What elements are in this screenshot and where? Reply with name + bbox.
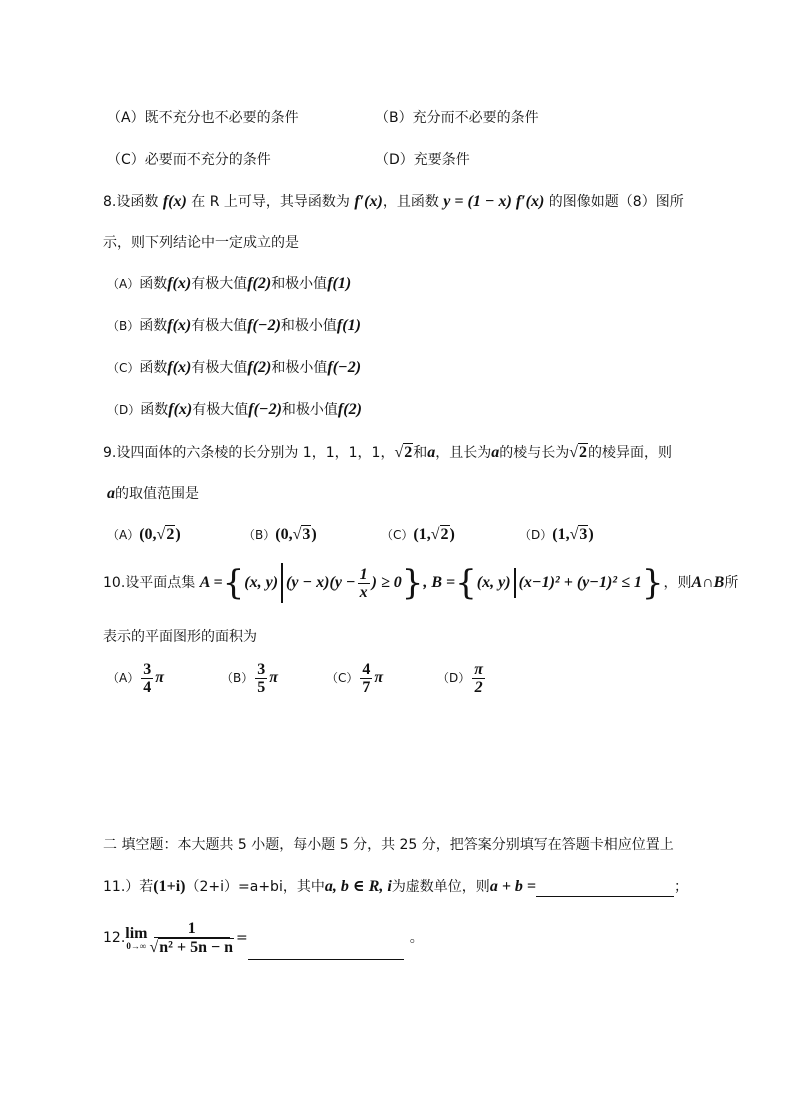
brace-close: } <box>641 563 664 603</box>
q7-option-b: （B）充分而不必要的条件 <box>375 110 539 126</box>
option-math: (1, <box>413 526 431 543</box>
q8-fx: f(x) <box>162 193 187 210</box>
option-label: （C） <box>381 528 414 542</box>
q10-option-d <box>437 658 487 698</box>
intersection: A∩B <box>691 574 725 591</box>
sqrt-symbol: √ <box>569 444 578 461</box>
q9-a: a <box>491 444 500 461</box>
brace-open: { <box>455 563 477 603</box>
brace-open: { <box>222 563 245 603</box>
pi-symbol: π <box>374 669 384 686</box>
option-radicand: 2 <box>440 526 449 543</box>
sqrt-symbol: √ <box>156 526 166 543</box>
option-math: f(−2) <box>248 401 282 418</box>
option-math: f(x) <box>167 317 192 334</box>
q12-end: 。 <box>409 930 424 946</box>
option-text: 和极小值 <box>280 318 337 334</box>
option-text: 函数 <box>140 402 169 418</box>
option-math: f(2) <box>247 359 272 376</box>
q9-a: a <box>107 485 115 502</box>
fraction-one-over-x <box>358 566 370 601</box>
q10-option-c <box>326 658 383 698</box>
q9-text-4: 的棱与长为 <box>499 445 570 461</box>
q9-option-d <box>519 525 594 545</box>
option-radicand: 2 <box>166 526 175 543</box>
fraction-denominator: x <box>359 583 368 601</box>
option-label: （B） <box>243 528 276 542</box>
pi-symbol: π <box>155 669 164 686</box>
q11-number: 11.）若 <box>103 879 154 895</box>
section-2-header: 二 填空题：本大题共 5 小题，每小题 5 分，共 25 分，把答案分别填写在答题卡相应位置上 <box>103 837 674 853</box>
q12-stem <box>103 916 424 960</box>
option-math: ) <box>449 526 455 543</box>
fraction-denominator <box>149 938 234 956</box>
option-label: （A） <box>107 277 140 291</box>
option-math: f(x) <box>168 401 193 418</box>
option-label: （C） <box>107 361 140 375</box>
q10-text-3: 所 <box>724 575 739 591</box>
set-divider <box>514 568 516 598</box>
option-label: （D） <box>519 528 553 542</box>
option-radicand: 3 <box>302 526 311 543</box>
q8-text-1: 设函数 <box>116 194 159 210</box>
option-math: f(2) <box>247 275 272 292</box>
limit-fraction <box>149 920 234 956</box>
q9-text-1: 设四面体的六条棱的长分别为 1，1，1，1， <box>116 445 395 461</box>
option-math: f(x) <box>167 275 192 292</box>
q7-option-d: （D）充要条件 <box>375 152 470 168</box>
q8-text-3: ，且函数 <box>382 194 439 210</box>
q9-a: a <box>427 444 436 461</box>
option-math: f(−2) <box>327 359 362 376</box>
q9-option-a <box>107 525 181 545</box>
lim-word: lim <box>125 924 148 942</box>
sqrt-symbol: √ <box>394 444 404 461</box>
q7-option-a: （A）既不充分也不必要的条件 <box>107 110 299 126</box>
q10-number: 10. <box>103 575 126 591</box>
q9-number: 9. <box>103 445 117 461</box>
q9-radicand: 2 <box>404 444 413 461</box>
q9-stem <box>103 443 672 463</box>
q10-option-b <box>221 658 278 698</box>
fraction-numerator: 3 <box>257 660 266 678</box>
q11-condition: a, b ∈ R, i <box>324 878 392 895</box>
sqrt-symbol: √ <box>569 526 579 543</box>
fraction-denominator: 5 <box>257 678 266 696</box>
q8-text-2: 在 R 上可导，其导函数为 <box>191 194 350 210</box>
option-text: 有极大值 <box>192 402 249 418</box>
q8-option-d <box>107 400 362 420</box>
q10-stem-line-2: 表示的平面图形的面积为 <box>103 629 257 645</box>
fraction-numerator: π <box>474 660 483 678</box>
q12-radicand: n² + 5n − n <box>159 939 233 956</box>
option-text: 有极大值 <box>191 360 248 376</box>
set-a-condition: (y − x)(y − <box>286 574 356 591</box>
q11-factor-2: （2+i） <box>185 879 239 895</box>
q8-option-c <box>107 358 361 378</box>
fraction-numerator: 1 <box>154 920 230 938</box>
fraction-denominator: 7 <box>362 678 371 696</box>
set-b-name: , B = <box>423 574 456 591</box>
option-math: (0, <box>275 526 293 543</box>
q12-number: 12. <box>103 930 126 946</box>
option-label: （A） <box>107 528 140 542</box>
option-text: 和极小值 <box>271 276 328 292</box>
q10-text-2: ，则 <box>663 575 692 591</box>
fraction-numerator: 1 <box>359 565 368 583</box>
q8-option-b <box>107 316 361 336</box>
q9-text-3: ，且长为 <box>435 445 492 461</box>
q11-stem <box>103 877 688 897</box>
q8-stem-line-2: 示，则下列结论中一定成立的是 <box>103 235 299 251</box>
option-label: （B） <box>107 319 140 333</box>
q10-text-1: 设平面点集 <box>125 575 196 591</box>
option-fraction <box>255 661 267 696</box>
answer-blank[interactable] <box>248 941 404 960</box>
option-text: 函数 <box>139 318 168 334</box>
fraction-numerator: 4 <box>362 660 371 678</box>
fraction-numerator: 3 <box>143 660 152 678</box>
option-label: （C） <box>326 671 359 685</box>
q8-fpx: f′(x) <box>354 193 383 210</box>
option-text: 函数 <box>139 276 168 292</box>
set-a-condition-end: ) ≥ 0 <box>371 574 402 591</box>
option-fraction <box>141 661 153 696</box>
option-math: ) <box>311 526 317 543</box>
pi-symbol: π <box>269 669 278 686</box>
option-label: （B） <box>221 671 254 685</box>
q8-equation: y = (1 − x) f′(x) <box>443 193 545 210</box>
equals-sign: = <box>236 930 248 946</box>
option-math: (1, <box>552 526 570 543</box>
fraction-denominator: 4 <box>143 678 152 696</box>
option-text: 有极大值 <box>191 318 248 334</box>
answer-blank[interactable] <box>536 878 674 897</box>
q10-option-a <box>107 658 164 698</box>
q9-line2: 的取值范围是 <box>115 486 199 502</box>
q11-end: ； <box>674 879 689 895</box>
option-fraction <box>472 661 485 696</box>
option-radicand: 3 <box>579 526 588 543</box>
q11-factor-1: (1+i) <box>153 878 186 895</box>
option-label: （D） <box>437 671 471 685</box>
q9-option-b <box>243 525 317 545</box>
option-math: ) <box>588 526 594 543</box>
sqrt-symbol: √ <box>149 939 159 956</box>
option-math: ) <box>175 526 181 543</box>
option-label: （A） <box>107 671 140 685</box>
sqrt-symbol: √ <box>430 526 440 543</box>
brace-close: } <box>401 563 424 603</box>
sqrt-symbol: √ <box>292 526 302 543</box>
q8-option-a <box>107 274 351 294</box>
fraction-denominator: 2 <box>474 678 483 696</box>
q8-text-4: 的图像如题（8）图所 <box>548 194 684 210</box>
q11-text-2: 为虚数单位，则 <box>391 879 490 895</box>
q11-text-1: =a+bi，其中 <box>238 879 325 895</box>
lim-subscript: 0→∞ <box>126 940 147 951</box>
option-text: 和极小值 <box>281 402 338 418</box>
option-math: f(x) <box>167 359 192 376</box>
option-math: f(1) <box>327 275 352 292</box>
option-math: f(2) <box>337 401 362 418</box>
set-b-condition: (x−1)² + (y−1)² ≤ 1 <box>518 574 642 591</box>
option-math: f(−2) <box>247 317 281 334</box>
q9-stem-line-2 <box>107 484 199 504</box>
option-math: f(1) <box>336 317 361 334</box>
q8-number: 8. <box>103 194 117 210</box>
option-text: 和极小值 <box>271 360 328 376</box>
option-text: 有极大值 <box>191 276 248 292</box>
set-a-name: A = <box>199 574 223 591</box>
option-text: 函数 <box>139 360 168 376</box>
q11-sum: a + b = <box>489 878 537 895</box>
q9-option-c <box>381 525 455 545</box>
option-math: (0, <box>139 526 157 543</box>
set-variable: (x, y) <box>476 574 511 591</box>
set-divider <box>281 563 283 603</box>
option-label: （D） <box>107 403 141 417</box>
q7-option-c: （C）必要而不充分的条件 <box>107 152 271 168</box>
limit-operator <box>125 926 147 951</box>
q9-text-2: 和 <box>413 445 428 461</box>
q9-text-5: 的棱异面，则 <box>588 445 672 461</box>
q10-stem <box>103 560 738 606</box>
option-fraction <box>360 661 372 696</box>
q9-radicand: 2 <box>579 444 587 461</box>
q8-stem <box>103 192 684 212</box>
set-variable: (x, y) <box>244 574 279 591</box>
